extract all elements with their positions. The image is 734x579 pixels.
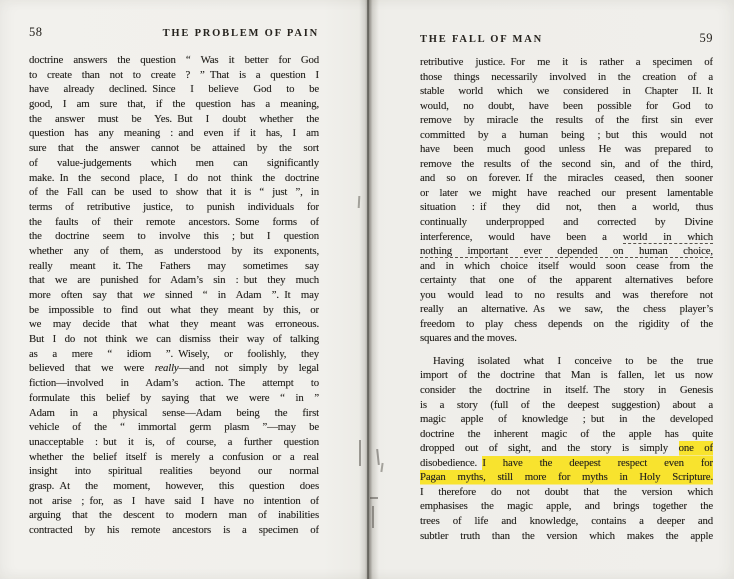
italic-text: we [143, 289, 155, 301]
text-line: import of the doctrine that Man is fallen, let us now [420, 369, 713, 382]
text-line: to create than not to create ? ” That is a question I [29, 68, 319, 81]
text-line: situation : if they did not, then a world, thus [420, 201, 713, 214]
text-line: arguing that the descent to modern man of inabilities [29, 509, 319, 522]
left-running-header: THE PROBLEM OF PAIN [162, 28, 319, 39]
text-line: whether the belief itself is merely a confusion or a real [29, 450, 319, 463]
text-line: disobedience. I have the deepest respect even for [420, 456, 713, 469]
left-page-header-row [29, 25, 319, 40]
text-line: you would lead to no results and was therefore not [420, 288, 713, 301]
highlighted-text: Pagan myths, still more for myths in Holy Scripture. [420, 471, 713, 484]
text-line: those things necessarily involved in the creation of a [420, 70, 713, 83]
pencil-underline: nothing important ever depended on human choice, [420, 245, 713, 258]
right-running-header: THE FALL OF MAN [420, 34, 543, 45]
text-line: really an alternative. As we saw, the chess player’s [420, 303, 713, 316]
pencil-underline: world in which [622, 230, 713, 243]
text-line: certainty that one of the apparent alternatives before [420, 274, 713, 287]
text-line: more often say that we sinned “ in Adam ”. It may [29, 289, 319, 301]
text-line: is a story (full of the deepest suggestion) about a [420, 398, 713, 411]
text-line: vehicle of the “ immortal germ plasm ”—may be [29, 421, 319, 434]
text-line: Having isolated what I conceive to be the true [433, 354, 713, 367]
text-line: of value-judgements which men can significantly [29, 156, 319, 169]
highlighted-text: I have the deepest respect even for [482, 456, 713, 469]
text-line: and in which choice itself would soon cease from the [420, 259, 713, 272]
text-line: formulate this belief by saying that we were “ in ” [29, 391, 319, 404]
page-gutter-shadow [359, 0, 379, 579]
text-line: good, I am sure that, if the question has a meaning, [29, 98, 319, 111]
text-line: emphasises the magic apple, and brings together the [420, 500, 713, 513]
text-line: doctrine the inherent magic of the apple has quite [420, 427, 713, 440]
text-line: and so on forever. If the miracles ceased, then sooner [420, 172, 713, 185]
text-line: consider the doctrine in itself. The story in Genesis [420, 384, 713, 397]
pencil-mark [359, 440, 361, 466]
text-line: the faults of their remote ancestors. Some forms of [29, 215, 319, 228]
highlighted-text: one of [678, 442, 713, 455]
left-page-number: 58 [29, 25, 43, 39]
text-line: unacceptable : but it is, of course, a further question [29, 435, 319, 448]
text-line: squares and the moves. [420, 332, 517, 345]
text-line: retributive justice. For me it is rather a specimen of [420, 56, 713, 68]
text-line: we may decide that what they meant was erroneous. [29, 318, 319, 331]
text-line: insight into spiritual realities beyond our normal [29, 465, 319, 478]
text-line: question has any meaning : and even if it has, I am [29, 127, 319, 140]
text-line: have been much good unless He was prepared to [420, 143, 713, 156]
text-line [420, 470, 713, 485]
text-line: Adam in a physical sense—Adam being the first [29, 406, 319, 419]
text-line: stable world which we considered in Chapter II. It [420, 85, 713, 98]
text-line: whether any of them, as understood by its exponents, [29, 244, 319, 257]
text-line: be impossible to find out what they meant by this, or [29, 303, 319, 316]
right-page-header-row [420, 31, 713, 46]
pencil-mark [376, 449, 380, 465]
text-line [420, 244, 713, 259]
text-line: sure that the answer cannot be attained by the sort [29, 142, 319, 155]
text-line: magic apple of knowledge ; but in the developed [420, 413, 713, 426]
text-line: continually underpropped and corrected by Divine [420, 216, 713, 229]
text-line: make. In the second place, I do not think the doctrine [29, 171, 319, 184]
text-line: remove by miracle the results of the first sin ever [420, 114, 713, 127]
text-line: fiction—involved in Adam’s action. The attempt to [29, 377, 319, 390]
text-line: terms of retributive justice, to punish individuals for [29, 200, 319, 213]
text-line: grasp. At the moment, however, this question does [29, 479, 319, 492]
text-line: or later we might have reached our present lamentable [420, 186, 713, 199]
right-page-number: 59 [699, 31, 713, 45]
text-line: I therefore do not doubt that the version which [420, 485, 713, 498]
pencil-mark [372, 506, 374, 528]
text-line: committed by a human being ; but this would not [420, 128, 713, 141]
right-page-text [420, 55, 713, 543]
text-line: trees of life and knowledge, contains a deeper and [420, 514, 713, 527]
text-line: But I do not think we can dismiss their way of talking [29, 333, 319, 346]
italic-text: really [154, 362, 179, 375]
pencil-mark [370, 497, 378, 499]
text-line: the doctrine seem to involve this ; but I question [29, 230, 319, 243]
text-line: not arise ; for, as I have said I have no intention of [29, 494, 319, 507]
text-line: have already declined. Since I believe God to be [29, 83, 319, 96]
page-gutter-line [367, 0, 369, 579]
text-line: contracted by his remote ancestors is a specimen of [29, 524, 319, 536]
text-line: interference, would have been a world in which [420, 230, 713, 243]
pencil-mark [380, 463, 383, 472]
text-line: would, no doubt, have been possible for God to [420, 99, 713, 112]
text-line: remove the results of the second sin, and of the third, [420, 157, 713, 170]
text-line: as a mere “ idiom ”. Wisely, or foolishly, they [29, 347, 319, 360]
left-page-text [29, 53, 319, 538]
text-line: the answer must be Yes. But I doubt whether the [29, 112, 319, 125]
text-line: doctrine answers the question “ Was it better for God [29, 54, 319, 66]
text-line: that we are punished for Adam’s sin : but they much [29, 274, 319, 287]
text-line: freedom to play chess depends on the rigidity of the [420, 317, 713, 330]
text-line: of the Fall can be used to show that it is “ just ”, in [29, 186, 319, 199]
text-line: dropped out of sight, and the story is simply one of [420, 442, 713, 455]
text-line: subtler truth than the version which makes the apple [420, 529, 713, 542]
text-line: really meant it. The Fathers may sometimes say [29, 259, 319, 272]
text-line: believed that we were really—and not simply by legal [29, 362, 319, 375]
